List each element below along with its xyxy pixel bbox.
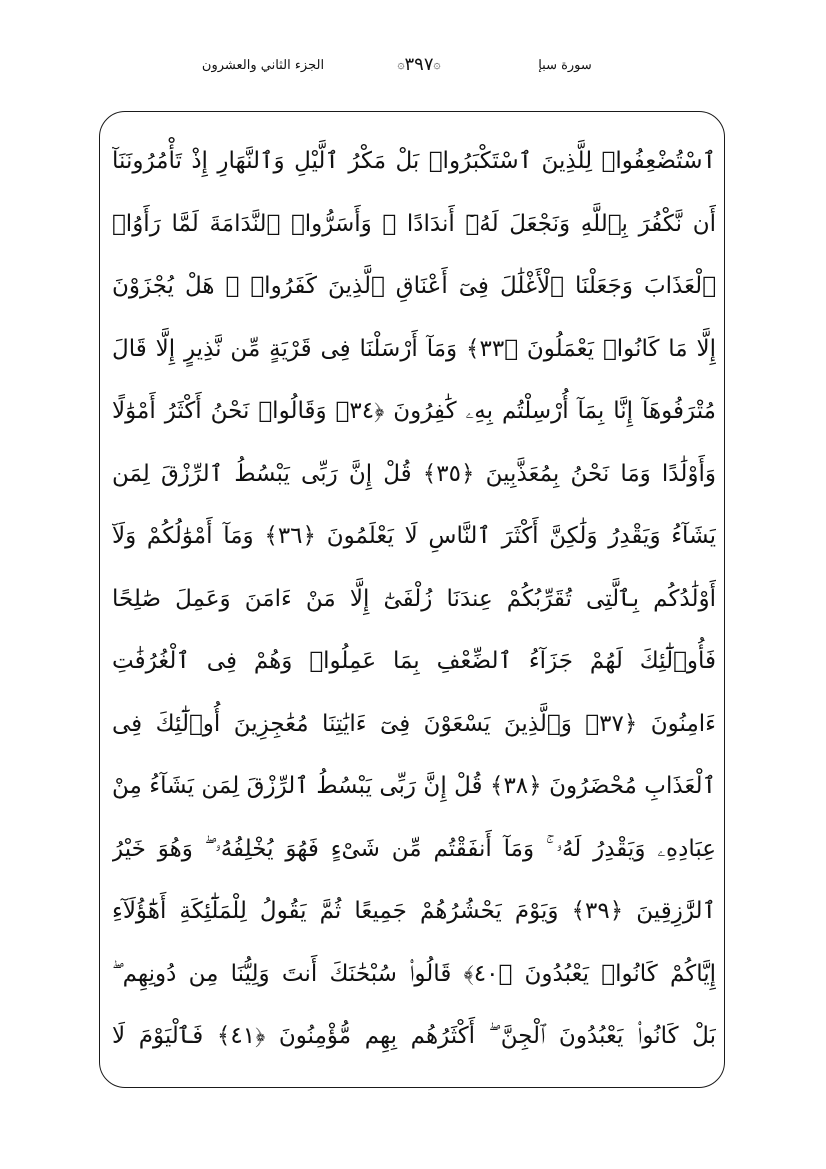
text-block: [112, 130, 716, 1068]
text-line: أَن نَّكْفُرَ بِٱللَّهِ وَنَجْعَلَ لَهُۥٓ أَندَادًا ۚ وَأَسَرُّوا۟ ٱلنَّدَامَةَ لَمَّا رَأَوُا۟: [112, 210, 716, 237]
page-number-block: [383, 54, 455, 75]
text-line: فَأُو۟لَٰٓئِكَ لَهُمْ جَزَآءُ ٱلضِّعْفِ بِمَا عَمِلُوا۟ وَهُمْ فِى ٱلْغُرُفَٰتِ: [112, 648, 716, 674]
text-line: ءَامِنُونَ ﴿٣٧﴾ وَٱلَّذِينَ يَسْعَوْنَ فِىٓ ءَايَٰتِنَا مُعَٰجِزِينَ أُو۟لَٰٓئِكَ فِى: [112, 710, 716, 737]
juz-title: الجزء الثاني والعشرون: [201, 58, 325, 73]
page-header: [0, 54, 826, 88]
text-line: بَلْ كَانُوا۟ يَعْبُدُونَ ٱلْجِنَّ ۖ أَكْثَرُهُم بِهِم مُّؤْمِنُونَ ﴿٤١﴾ فَٱلْيَوْمَ لَا: [112, 1023, 716, 1049]
ornament-icon: ۞: [397, 57, 405, 71]
text-line: ٱلْعَذَابَ وَجَعَلْنَا ٱلْأَغْلَٰلَ فِىٓ أَعْنَاقِ ٱلَّذِينَ كَفَرُوا۟ ۚ هَلْ يُجْزَوْنَ: [112, 273, 716, 299]
text-line: ٱلرَّٰزِقِينَ ﴿٣٩﴾ وَيَوْمَ يَحْشُرُهُمْ جَمِيعًا ثُمَّ يَقُولُ لِلْمَلَٰٓئِكَةِ أَهَٰٓؤُلَآءِ: [112, 898, 716, 924]
text-line: وَأَوْلَٰدًا وَمَا نَحْنُ بِمُعَذَّبِينَ ﴿٣٥﴾ قُلْ إِنَّ رَبِّى يَبْسُطُ ٱلرِّزْقَ لِمَن: [112, 460, 716, 487]
ornament-icon: ۞: [433, 57, 441, 71]
page-number: ٣٩٧: [404, 54, 434, 75]
text-line: يَشَآءُ وَيَقْدِرُ وَلَٰكِنَّ أَكْثَرَ ٱلنَّاسِ لَا يَعْلَمُونَ ﴿٣٦﴾ وَمَآ أَمْوَٰلُكُمْ وَلَآ: [112, 523, 716, 549]
text-line: مُتْرَفُوهَآ إِنَّا بِمَآ أُرْسِلْتُم بِهِۦ كَٰفِرُونَ ﴿٣٤﴾ وَقَالُوا۟ نَحْنُ أَكْثَرُ أَمْوَٰلًا: [112, 398, 716, 424]
text-line: إِلَّا مَا كَانُوا۟ يَعْمَلُونَ ﴿٣٣﴾ وَمَآ أَرْسَلْنَا فِى قَرْيَةٍ مِّن نَّذِيرٍ إِلَّا قَالَ: [112, 335, 716, 362]
text-line: ٱلْعَذَابِ مُحْضَرُونَ ﴿٣٨﴾ قُلْ إِنَّ رَبِّى يَبْسُطُ ٱلرِّزْقَ لِمَن يَشَآءُ مِنْ: [112, 773, 716, 799]
text-line: عِبَادِهِۦ وَيَقْدِرُ لَهُۥ ۚ وَمَآ أَنفَقْتُم مِّن شَىْءٍ فَهُوَ يُخْلِفُهُۥ ۖ وَهُوَ خَيْرُ: [112, 835, 716, 862]
text-line: إِيَّاكُمْ كَانُوا۟ يَعْبُدُونَ ﴿٤٠﴾ قَالُوا۟ سُبْحَٰنَكَ أَنتَ وَلِيُّنَا مِن دُونِهِم ۖ: [112, 960, 716, 987]
surah-title: سورة سبإ: [538, 58, 592, 73]
text-line: ٱسْتُضْعِفُوا۟ لِلَّذِينَ ٱسْتَكْبَرُوا۟ بَلْ مَكْرُ ٱلَّيْلِ وَٱلنَّهَارِ إِذْ تَأْمُرُونَنَآ: [112, 148, 716, 174]
text-line: أَوْلَٰدُكُم بِٱلَّتِى تُقَرِّبُكُمْ عِندَنَا زُلْفَىٰٓ إِلَّا مَنْ ءَامَنَ وَعَمِلَ صَٰلِحًا: [112, 585, 716, 612]
